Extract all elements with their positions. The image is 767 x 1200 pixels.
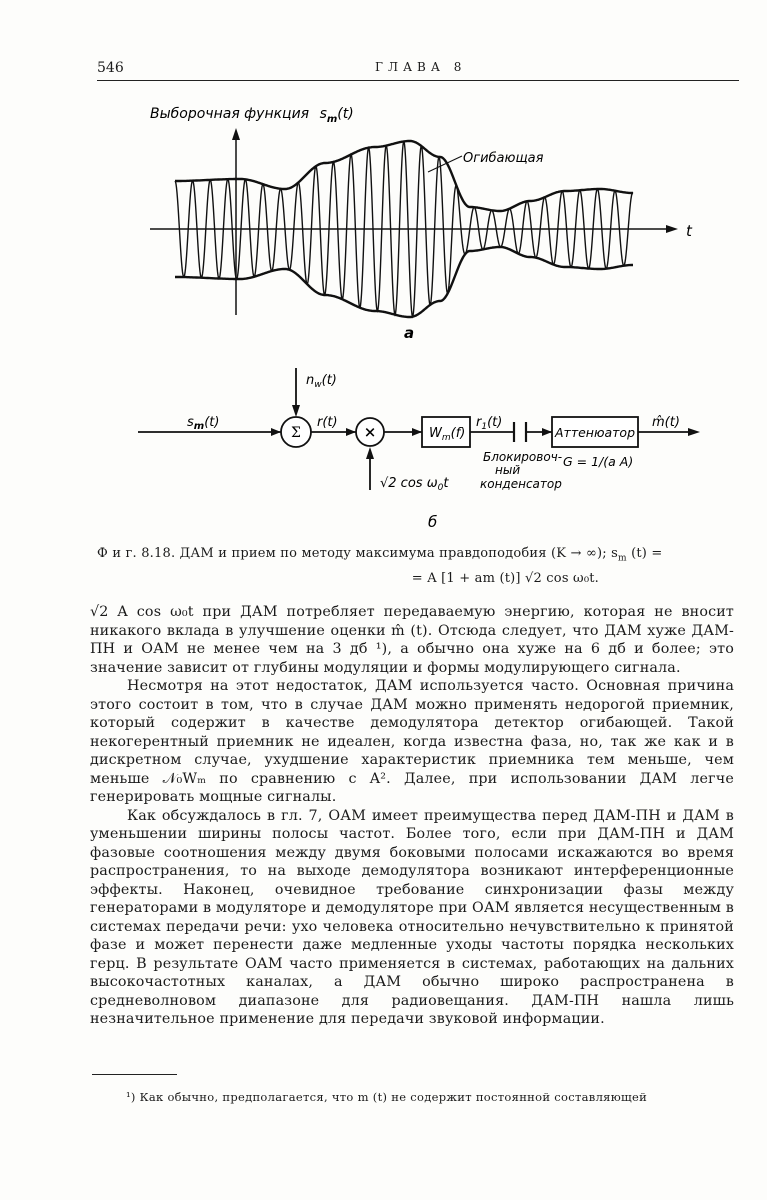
fig-a-y-arrow: [232, 128, 240, 140]
attenuator-label: Аттенюатор: [554, 425, 636, 440]
sum-symbol: Σ: [291, 425, 301, 441]
paragraph-1: √2 A cos ω₀t при ДАМ потребляет передаваемую энергию, которая не вносит никакого вклада в улучшение оценки m̂ (t). Отсюда следует, что ДАМ хуже ДАМ-ПН и ОАМ не менее чем на 3 дб ¹), а обычно она хуже на 6 дб и более; это значение зависит от глубины модуляции и формы модулирующего сигнала.: [90, 604, 734, 676]
r1-label: $r_1(t)$: [476, 415, 503, 432]
fig-a-envelope-leader: [428, 156, 462, 172]
r-label: r(t): [317, 415, 338, 430]
caption-line-2: = A [1 + am (t)] √2 cos ω₀t.: [411, 570, 599, 586]
paragraph-3: Как обсуждалось в гл. 7, ОАМ имеет преимущества перед ДАМ-ПН и ДАМ в уменьшении ширины полосы частот. Более того, если при ДАМ-ПН и ДАМ фазовые соотношения между двумя боковыми полосами искажаются во время распространения, то на выходе демодулятора возникают интерференционные эффекты. Наконец, очевидное требование синхронизации фазы между генераторами в модуляторе и демодуляторе при ОАМ является несущественным в системах передачи речи: ухо человека относительно нечувствительно к принятой фазе и может перенести даже медленные уходы частоты порядка нескольких герц. В результате ОАМ часто применяется в системах, работающих на дальних высокочастотных каналах, а ДАМ обычно широко распространена в средневолновом диапазоне для радиовещания. ДАМ-ПН нашла лишь незначительное применение для передачи звуковой информации.: [90, 807, 734, 1027]
mult-symbol: ×: [363, 423, 377, 441]
fig-a-ylabel: Выборочная функция $s_m(t)$: [150, 106, 354, 125]
page-number: 546: [97, 60, 124, 76]
input-s-label: $s_m(t)$: [187, 415, 220, 432]
paragraph-2: Несмотря на этот недостаток, ДАМ используется часто. Основная причина этого состоит в том, что в случае ДАМ можно применять недорогой приемник, который содержит в качестве демодулятора детектор огибающей. Такой некогерентный приемник не идеален, когда известна фаза, но, так же как и в дискретном случае, ухудшение характеристик приемника тем меньше, чем меньше 𝒩₀Wₘ по сравнению с A². Далее, при использовании ДАМ легче генерировать мощные сигналы.: [90, 678, 734, 805]
blocking-capacitor: [514, 422, 526, 442]
fig-a-envelope-label: Огибающая: [463, 151, 544, 166]
output-label: m̂(t): [652, 415, 680, 430]
gain-label: G = 1/(a A): [563, 454, 634, 469]
capacitor-label-3: конденсатор: [480, 477, 562, 491]
filter-label: $W_m(f)$: [429, 426, 466, 443]
cos-label: √2 $\cos \omega_0t$: [380, 476, 449, 493]
footnote-rule: [92, 1074, 177, 1075]
fig-a-envelope-lower: [175, 247, 633, 317]
fig-a-t-label: t: [686, 222, 692, 240]
body-text: [90, 603, 734, 1029]
noise-label: $n_w(t)$: [306, 373, 337, 390]
figure-8-18: [0, 0, 767, 540]
capacitor-label-2: ный: [495, 463, 521, 477]
footnote: ¹) Как обычно, предполагается, что m (t) не содержит постоянной составляющей: [126, 1090, 648, 1104]
fig-b-panel-label: б: [428, 513, 438, 531]
caption-line-1: Ф и г. 8.18. ДАМ и прием по методу максимума правдоподобия (K → ∞); $s_m$ (t) =: [97, 546, 663, 564]
fig-a-t-arrow: [666, 225, 678, 233]
figure-caption: [97, 544, 737, 589]
fig-a-panel-label: а: [404, 324, 415, 342]
chapter-title: ГЛАВА 8: [375, 60, 467, 74]
capacitor-label-1: Блокировоч-: [483, 450, 563, 464]
